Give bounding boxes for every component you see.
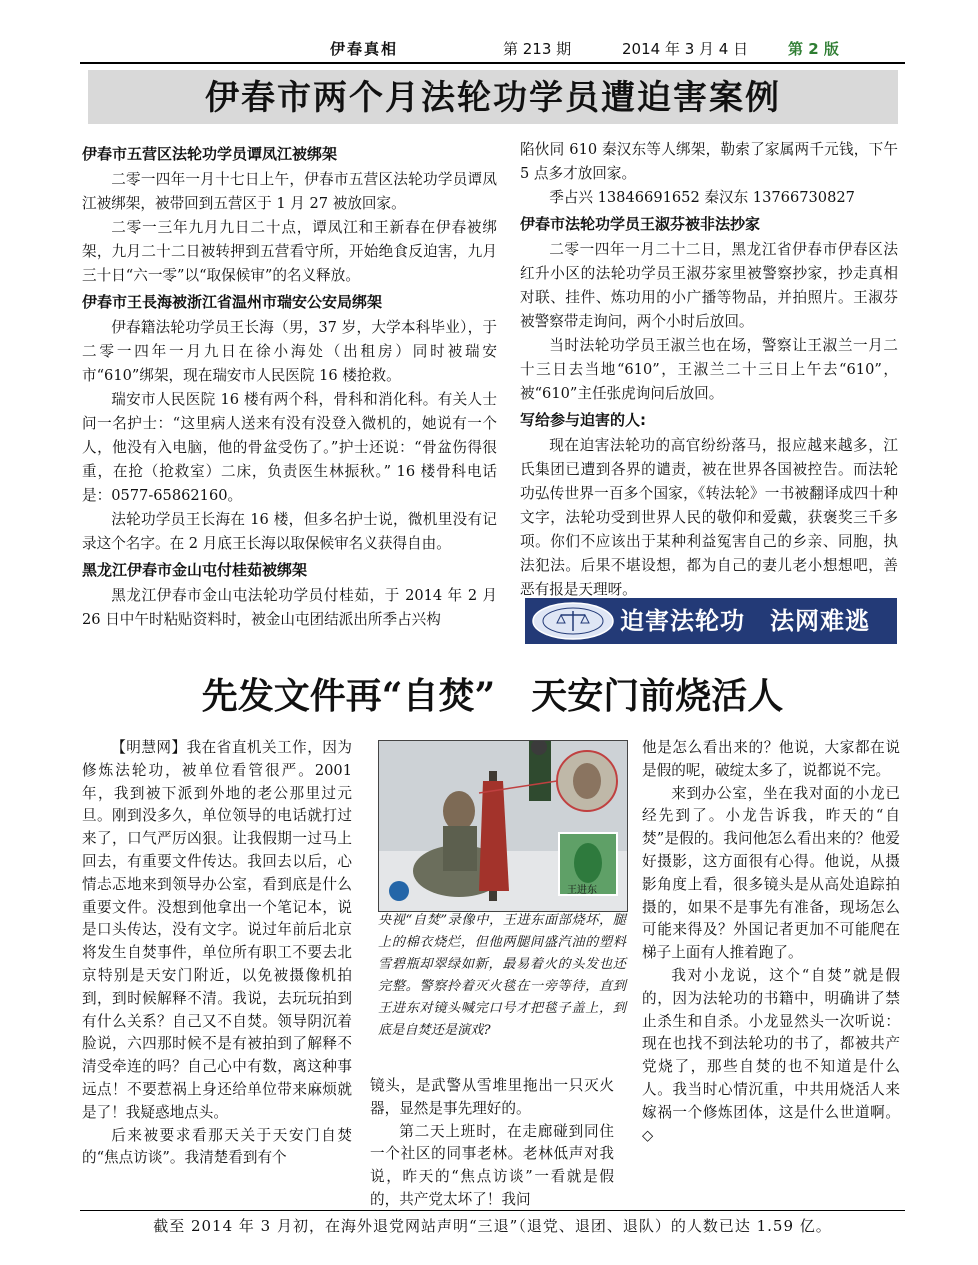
left-column: [82, 140, 497, 632]
headline-wang-changhai: 伊春市王長海被浙江省温州市瑞安公安局绑架: [82, 293, 383, 311]
article-column-1: [82, 737, 352, 1170]
slogan-banner: [525, 598, 897, 644]
footer-note: 截至 2014 年 3 月初，在海外退党网站声明“三退”（退党、退团、退队）的人数已达 1.59 亿。: [153, 1217, 832, 1235]
paragraph: 第二天上班时，在走廊碰到同住一个社区的同事老林。老林低声对我说，昨天的“焦点访谈”一看就是假的，共产党太坏了！我问: [370, 1122, 614, 1208]
photo-label: 王进东: [567, 885, 597, 896]
paragraph: 二零一三年九月九日二十点，谭凤江和王新春在伊春被绑架，九月二十二日被转押到五营看守所，开始绝食反迫害，九月三十日“六一零”以“取保候审”的名义释放。: [82, 219, 497, 284]
paragraph: 他是怎么看出来的？他说，大家都在说是假的呢，破绽太多了，说都说不完。: [642, 739, 900, 779]
paper-name: 伊春真相: [330, 40, 399, 58]
header-rule: [80, 62, 905, 64]
headline-letter: 写给参与迫害的人:: [520, 411, 646, 429]
paragraph: 【明慧网】我在省直机关工作，因为修炼法轮功，被单位看管很严。2001 年，我到被下派到外地的老公那里过元旦。刚到没多久，单位领导的电话就打过来了，口气严厉凶狠。让我假期一过马上回去，有重要文件传达。我回去以后，心情忐忑地来到领导办公室，看到底是什么重要文件。没想到他拿出一个笔记本，说是口头传达，没有文字。说过年前后北京将发生自焚事件，单位所有职工不要去北京特别是天安门附近，以免被摄像机拍到，到时候解释不清。我说，去玩玩拍到有什么关系？自己又不自焚。领导阴沉着脸说，六四那时候不是有被拍到了解释不清受牵连的吗？自己心中有数，离这种事远点！不要惹祸上身还给单位带来麻烦就是了！我疑惑地点头。: [82, 739, 352, 1121]
banner-title: 伊春市两个月法轮功学员遭迫害案例: [88, 70, 898, 124]
justice-seal-icon: [531, 601, 615, 641]
article-column-2: [370, 1075, 614, 1212]
headline-fu-guiru: 黑龙江伊春市金山屯付桂茹被绑架: [82, 561, 308, 579]
paragraph: 二零一四年一月十七日上午，伊春市五营区法轮功学员谭凤江被绑架，被带回到五营区于 1 月 27 被放回家。: [82, 171, 497, 212]
page-number: 第 2 版: [788, 40, 839, 58]
headline-tan-fengjiang: 伊春市五营区法轮功学员谭凤江被绑架: [82, 145, 338, 163]
paragraph: 瑞安市人民医院 16 楼有两个科，骨科和消化科。有关人士问一名护士：“这里病人送来有没有没登入微机的，她说有一个人，他没有入电脑，他的骨盆受伤了。”护士还说：“骨盆伤得很重，在抢（抢救室）二床，负责医生林振秋。” 16 楼骨科电话是：0577-65862160。: [82, 391, 497, 504]
footer-rule: [80, 1210, 905, 1211]
photo-caption: 央视“自焚”录像中，王进东面部烧坏，腿上的棉衣烧烂，但他两腿间盛汽油的塑料雪碧瓶却翠绿如新，最易着火的头发也还完整。警察拎着灭火毯在一旁等待，直到王进东对镜头喊完口号才把毯子盖上，到底是自焚还是演戏?: [378, 913, 626, 1038]
paragraph: 伊春籍法轮功学员王长海（男，37 岁，大学本科毕业），于二零一四年一月九日在徐小海处（出租房）同时被瑞安市“610”绑架，现在瑞安市人民医院 16 楼抢救。: [82, 319, 497, 384]
paragraph: 黑龙江伊春市金山屯法轮功学员付桂茹，于 2014 年 2 月 26 日中午时粘贴资料时，被金山屯团结派出所季占兴构: [82, 587, 497, 628]
contact-numbers: 季占兴 13846691652 秦汉东 13766730827: [549, 189, 855, 206]
paragraph: 现在迫害法轮功的高官纷纷落马，报应越来越多，江氏集团已遭到各界的谴责，被在世界各国被控告。而法轮功弘传世界一百多个国家，《转法轮》一书被翻译成四十种文字，法轮功受到世界人民的敬仰和爱戴，获褒奖三千多项。你们不应该出于某种利益冤害自己的乡亲、同胞，执法犯法。后果不堪设想，都为自己的妻儿老小想想吧，善恶有报是天理呀。: [520, 437, 898, 598]
issue-date: 2014 年 3 月 4 日: [622, 40, 749, 58]
paragraph: 我对小龙说，这个“自焚”就是假的，因为法轮功的书籍中，明确讲了禁止杀生和自杀。小龙显然头一次听说：现在也找不到法轮功的书了，都被共产党烧了，那些自焚的也不知道是什么人。我当时心情沉重，中共用烧活人来嫁祸一个修炼团体，这是什么世道啊。◇: [642, 966, 900, 1144]
headline-wang-shufen: 伊春市法轮功学员王淑芬被非法抄家: [520, 215, 761, 233]
right-column: [520, 138, 898, 602]
paragraph: 镜头，是武警从雪堆里拖出一只灭火器，显然是事先理好的。: [370, 1077, 614, 1117]
news-photo: [378, 740, 628, 912]
issue-number: 第 213 期: [503, 40, 572, 58]
paragraph: 二零一四年一月二十二日，黑龙江省伊春市伊春区法红升小区的法轮功学员王淑芬家里被警察抄家，抄走真相对联、挂件、炼功用的小广播等物品，并拍照片。王淑芬被警察带走询问，两个小时后放回。: [520, 241, 898, 330]
paragraph: 当时法轮功学员王淑兰也在场，警察让王淑兰一月二十三日去当地“610”，王淑兰二十三日上午去“610”，被“610”主任张虎询问后放回。: [520, 337, 898, 402]
slogan-text: 迫害法轮功 法网难逃: [620, 607, 870, 635]
article-title: 先发文件再“自焚” 天安门前烧活人: [201, 675, 784, 717]
paragraph: 后来被要求看那天关于天安门自焚的“焦点访谈”。我清楚看到有个: [82, 1126, 352, 1167]
article-column-3: [642, 737, 900, 1147]
paragraph: 来到办公室，坐在我对面的小龙已经先到了。小龙告诉我，昨天的“自焚”是假的。我问他怎么看出来的？他爱好摄影，这方面很有心得。他说，从摄影角度上看，很多镜头是从高处追踪拍摄的，如果不是事先有准备，现场怎么可能来得及？外国记者更加不可能爬在梯子上面有人推着跑了。: [642, 784, 900, 962]
paragraph: 法轮功学员王长海在 16 楼，但多名护士说，微机里没有记录这个名字。在 2 月底王长海以取保候审名义获得自由。: [82, 511, 497, 552]
paragraph: 陷伙同 610 秦汉东等人绑架，勒索了家属两千元钱，下午 5 点多才放回家。: [520, 141, 898, 182]
